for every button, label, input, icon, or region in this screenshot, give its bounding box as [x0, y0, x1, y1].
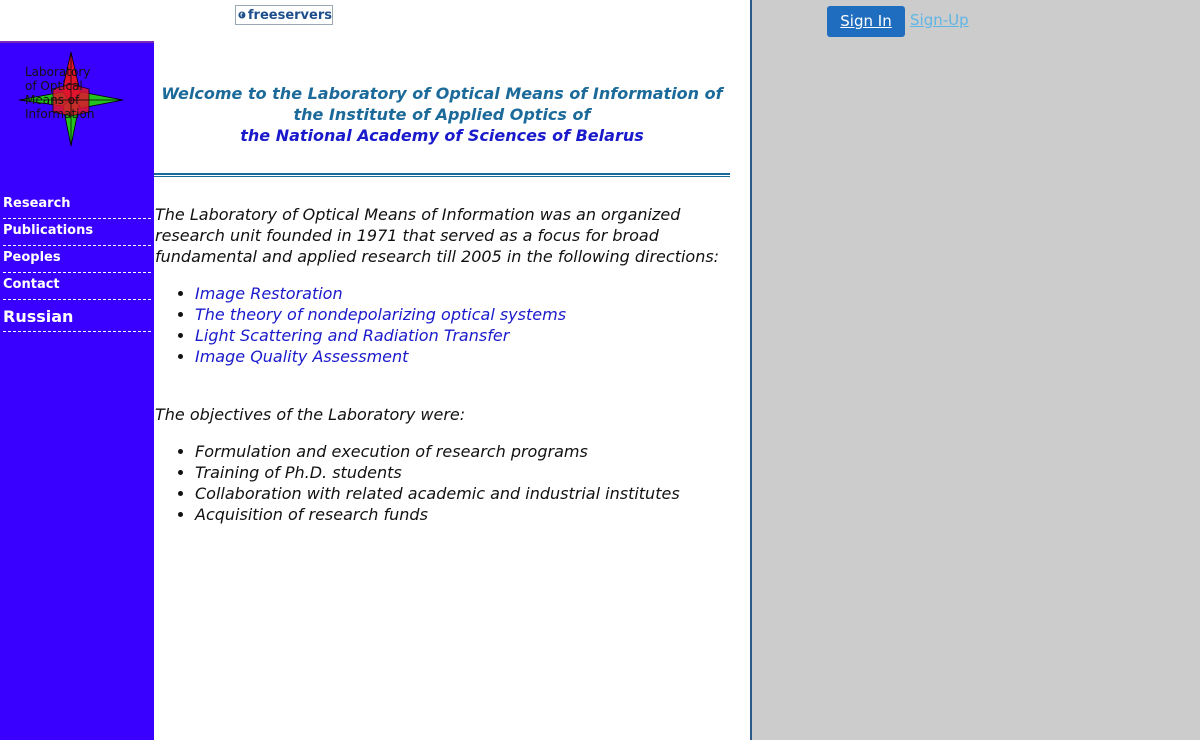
freeservers-label: freeservers [247, 7, 332, 23]
sidebar-nav [3, 192, 151, 332]
list-item [195, 346, 735, 367]
intro-paragraph: The Laboratory of Optical Means of Information was an organized research unit founded in 1971 that served as a focus for broad fundamental and applied research till 2005 in the following directions: [155, 205, 720, 266]
sidebar-top-border [0, 41, 154, 43]
sign-up-link[interactable]: Sign-Up [910, 11, 969, 29]
welcome-line-2: the Institute of Applied Optics of [293, 105, 591, 124]
academy-link[interactable]: the National Academy of Sciences of Belarus [240, 126, 644, 145]
list-item: • Acquisition of research funds [195, 504, 735, 525]
freeservers-banner[interactable] [235, 5, 333, 25]
heading-rule [154, 173, 730, 175]
objectives-list [155, 441, 735, 525]
list-item: • Collaboration with related academic and industrial institutes [195, 483, 735, 504]
lab-logo [3, 44, 151, 152]
objectives-heading: The objectives of the Laboratory were: [155, 405, 466, 424]
logo-text-2: of Optical [25, 79, 83, 93]
list-item [195, 325, 735, 346]
right-pane [752, 0, 1200, 740]
nav-item-peoples[interactable]: Peoples [3, 246, 151, 273]
nav-item-publications[interactable]: Publications [3, 219, 151, 246]
logo-text-4: Information [25, 107, 95, 121]
direction-link-nondepolarizing[interactable]: The theory of nondepolarizing optical systems [195, 305, 567, 324]
directions-list [155, 283, 735, 367]
sign-in-button[interactable]: Sign In [827, 6, 905, 37]
direction-link-light-scattering[interactable]: Light Scattering and Radiation Transfer [195, 326, 510, 345]
heading-rule-thin [154, 176, 730, 177]
welcome-line-1: Welcome to the Laboratory of Optical Means of Information of [161, 84, 723, 103]
welcome-heading [154, 83, 730, 146]
logo-text-1: Laboratory [25, 65, 91, 79]
freeservers-swirl-icon [238, 6, 246, 24]
lab-logo-star-icon [3, 44, 151, 152]
list-item: • Formulation and execution of research programs [195, 441, 735, 462]
list-item [195, 283, 735, 304]
direction-link-image-restoration[interactable]: Image Restoration [195, 284, 343, 303]
nav-item-russian[interactable]: Russian [3, 300, 151, 332]
nav-item-research[interactable]: Research [3, 192, 151, 219]
list-item [195, 304, 735, 325]
main-content [155, 204, 735, 525]
list-item: • Training of Ph.D. students [195, 462, 735, 483]
nav-item-contact[interactable]: Contact [3, 273, 151, 300]
logo-text-3: Means of [25, 93, 80, 107]
direction-link-image-quality[interactable]: Image Quality Assessment [195, 347, 409, 366]
